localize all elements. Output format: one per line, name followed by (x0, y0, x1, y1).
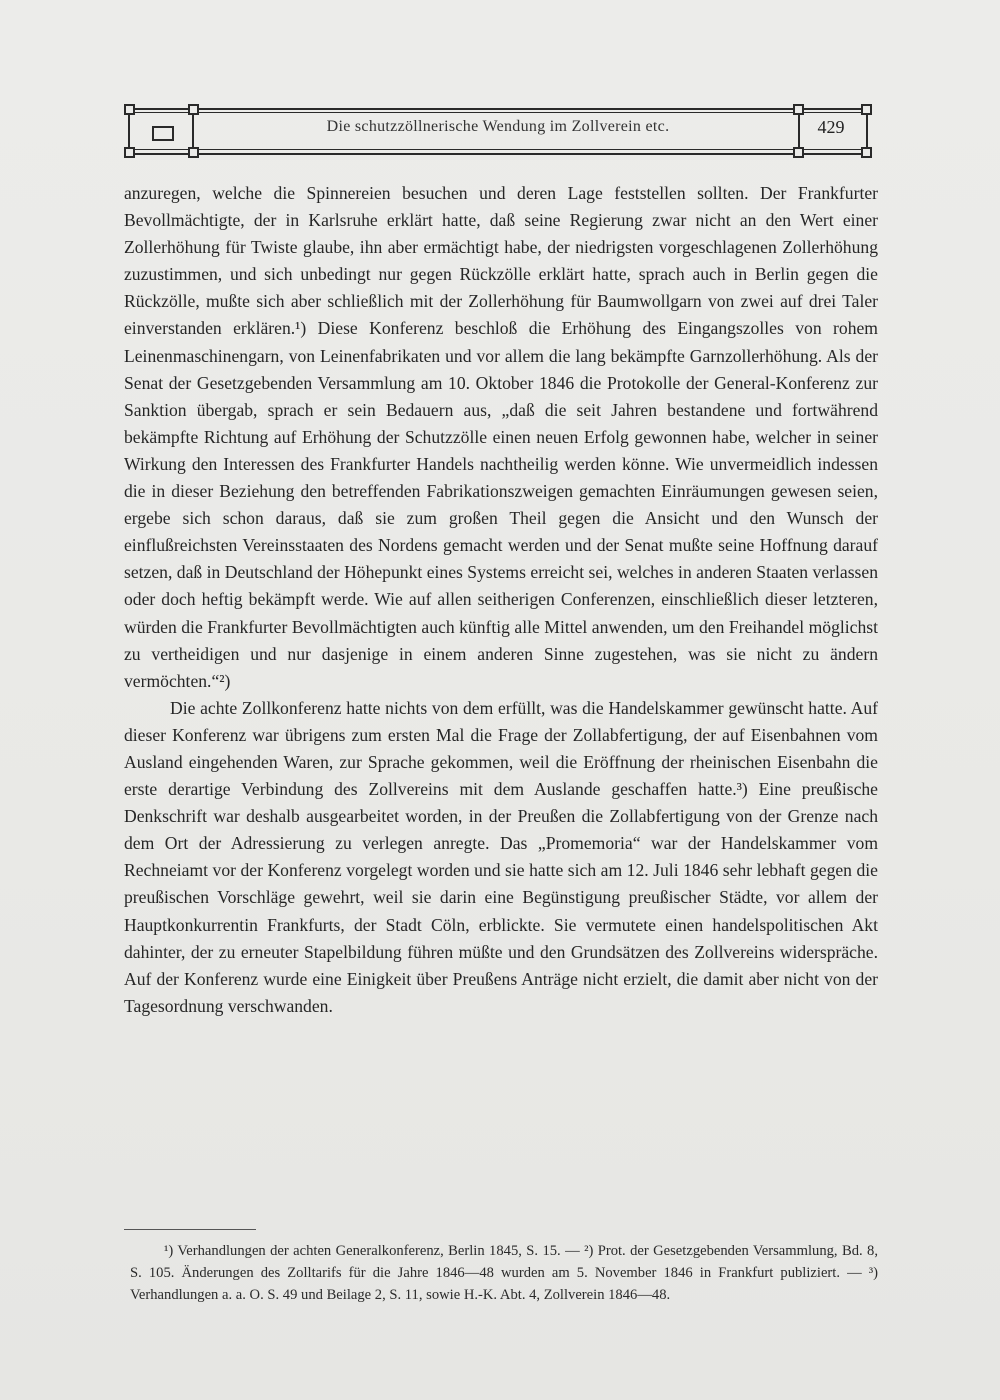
header-rule-bottom-inner (124, 149, 872, 150)
header-corner-ornament (124, 104, 135, 115)
main-text (124, 180, 878, 1020)
header-corner-ornament (793, 147, 804, 158)
paragraph: Die achte Zollkonferenz hatte nichts von dem erfüllt, was die Handelskammer gewünscht hatte. Auf dieser Konferenz war übrigens zum ersten Mal die Frage der Zollabfertigung, der auf Eisenbahnen vom Ausland eingehenden Waren, zur Sprache gekommen, weil die Eröffnung der rheinischen Eisenbahn die erste derartige Verbindung des Zollvereins mit dem Auslande geschaffen hatte.³) Eine preußische Denkschrift war deshalb ausgearbeitet worden, in der Preußen die Zollabfertigung von der Grenze nach dem Ort der Adressierung zu verlegen anregte. Das „Promemoria“ war der Handelskammer vom Rechneiamt vor der Konferenz vorgelegt worden und sie hatte sich am 12. Juli 1846 sehr lebhaft gegen die preußischen Vorschläge gewehrt, weil sie darin eine Begünstigung preußischer Städte, vor allem der Hauptkonkurrentin Frankfurts, der Stadt Cöln, erblickte. Sie vermutete einen handelspolitischen Akt dahinter, der zu erneuter Stapelbildung führen müßte und den Grundsätzen des Zollvereins widerspräche. Auf der Konferenz wurde eine Einigkeit über Preußens Anträge nicht erzielt, die damit aber nicht von der Tagesordnung verschwanden. (124, 697, 878, 1016)
header-rule-bottom (124, 153, 872, 155)
header-corner-ornament (861, 104, 872, 115)
running-header (124, 104, 872, 158)
header-corner-ornament (124, 147, 135, 158)
header-rule-top (124, 108, 872, 110)
paragraph: anzuregen, welche die Spinnereien besuchen und deren Lage feststellen sollten. Der Frankfurter Bevollmächtigte, der in Karlsruhe erklärt hatte, daß seine Regierung zwar nicht an den Wert einer Zollerhöhung für Twiste glaube, ihn aber ermächtigt habe, der niedrigsten vorgeschlagenen Zollerhöhung zuzustimmen, und sich unbedingt nur gegen Rückzölle erklärt hatte, sprach auch in Berlin gegen die Rückzölle, mußte sich aber schließlich mit der Zollerhöhung für Baumwollgarn von zwei auf drei Taler einverstanden erklären.¹) Diese Konferenz beschloß die Erhöhung des Eingangszolles von rohem Leinenmaschinengarn, von Leinenfabrikaten und vor allem die lang bekämpfte Garnzollerhöhung. Als der Senat der Gesetzgebenden Versammlung am 10. Oktober 1846 die Protokolle der General-Konferenz zur Sanktion übergab, sprach er sein Bedauern aus, „daß die seit Jahren bestandene und fortwährend bekämpfte Richtung auf Erhöhung der Schutzzölle einen neuen Erfolg gewonnen habe, welcher in seiner Wirkung den Interessen des Frankfurter Handels nachtheilig werden könne. Wie unvermeidlich indessen die in dieser Beziehung den betreffenden Fabrikationszweigen gemachten Einräumungen gewesen seien, ergebe sich schon daraus, daß sie zum großen Theil gegen die Ansicht und den Wunsch der einflußreichsten Vereinsstaaten des Nordens gemacht werden und der Senat mußte seine Hoffnung darauf setzen, daß in Deutschland der Höhepunkt eines Systems erreicht sei, welches in anderen Staaten verlassen oder doch heftig bekämpft werde. Wie auf allen seitherigen Conferenzen, einschließlich dieser letzteren, würden die Frankfurter Bevollmächtigten auch künftig alle Mittel anwenden, um den Freihandel möglichst zu vertheidigen und nur dasjenige in einem anderen Sinne zugestehen, was sie nicht zu ändern vermöchten.“²) (124, 183, 878, 691)
header-corner-ornament (188, 104, 199, 115)
header-box-ornament-icon (152, 126, 174, 141)
header-corner-ornament (793, 104, 804, 115)
page-number: 429 (817, 117, 845, 137)
header-rule-top-inner (124, 112, 872, 113)
footnote-text: ¹) Verhandlungen der achten Generalkonferenz, Berlin 1845, S. 15. — ²) Prot. der Gesetzgebenden Versammlung, Bd. 8, S. 105. Änderungen des Zolltarifs für die Jahre 1846—48 wurden am 5. November 1846 in Frankfurt publiziert. — ³) Verhandlungen a. a. O. S. 49 und Beilage 2, S. 11, sowie H.-K. Abt. 4, Zollverein 1846—48. (130, 1243, 878, 1303)
footnote-separator (124, 1229, 256, 1230)
header-corner-ornament (188, 147, 199, 158)
header-corner-ornament (861, 147, 872, 158)
running-title: Die schutzzöllnerische Wendung im Zollverein etc. (326, 118, 670, 135)
footnotes (130, 1240, 878, 1306)
